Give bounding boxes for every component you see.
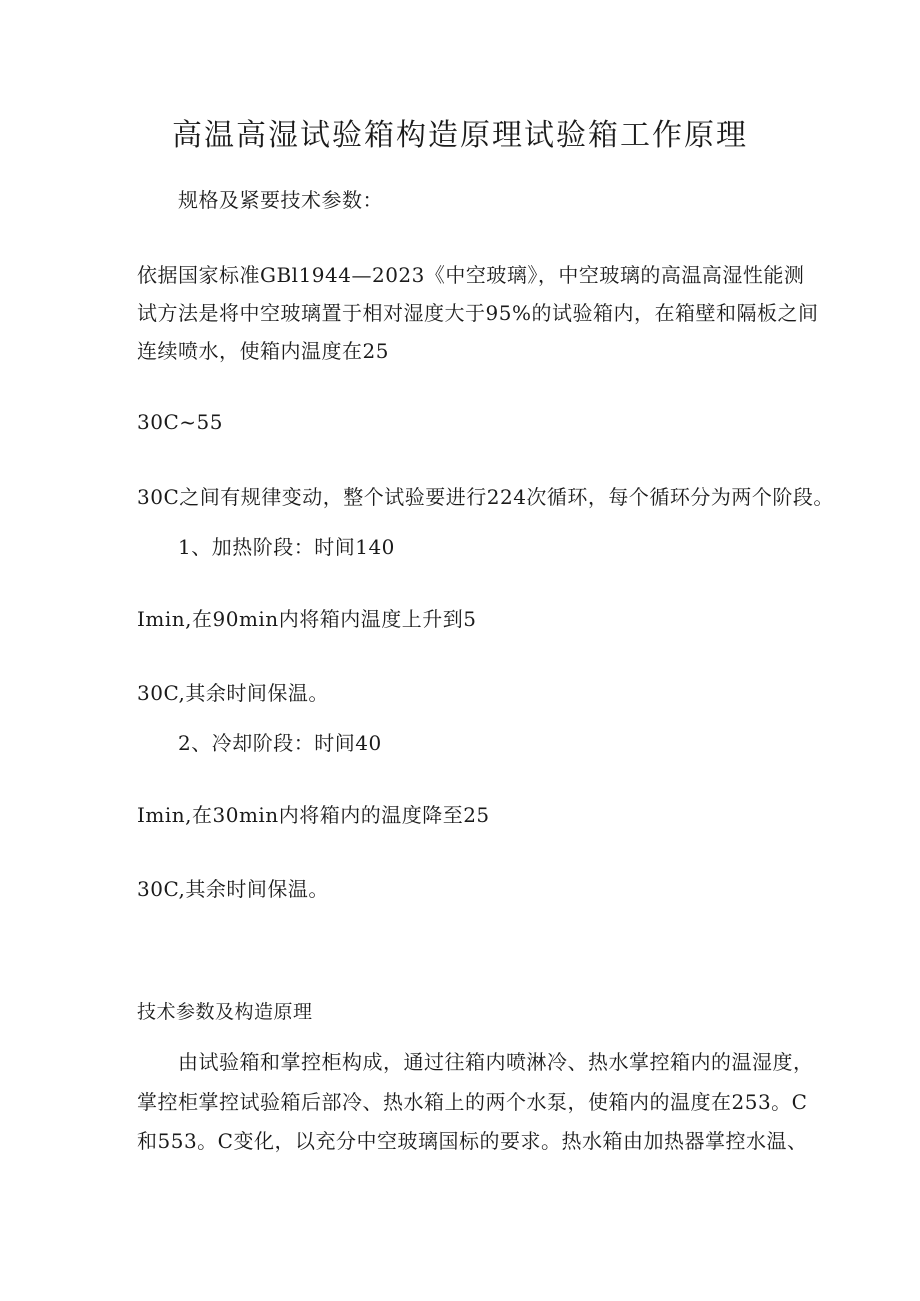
cooling-stage-line: 2、冷却阶段：时间40	[178, 731, 382, 755]
paragraph-line: 依据国家标准GBl1944—2023《中空玻璃》，中空玻璃的高温高湿性能测	[137, 263, 805, 287]
paragraph-line: 由试验箱和掌控柜构成，通过往箱内喷淋冷、热水掌控箱内的温湿度，	[178, 1050, 814, 1074]
paragraph-line: 30C~55	[137, 410, 223, 434]
paragraph-line: Imin,在30min内将箱内的温度降至25	[137, 803, 490, 827]
section-heading-tech: 技术参数及构造原理	[137, 1001, 313, 1023]
paragraph-line: 30C之间有规律变动，整个试验要进行224次循环，每个循环分为两个阶段。	[137, 485, 834, 509]
paragraph-line: 掌控柜掌控试验箱后部冷、热水箱上的两个水泵，使箱内的温度在253。C	[137, 1090, 808, 1114]
paragraph-line: 试方法是将中空玻璃置于相对湿度大于95%的试验箱内，在箱壁和隔板之间	[137, 301, 819, 325]
document-title: 高温高湿试验箱构造原理试验箱工作原理	[172, 118, 748, 153]
paragraph-line: 30C,其余时间保温。	[137, 681, 329, 705]
paragraph-line: 连续喷水，使箱内温度在25	[137, 339, 389, 363]
section-heading-specs: 规格及紧要技术参数：	[178, 188, 383, 212]
paragraph-line: 和553。C变化，以充分中空玻璃国标的要求。热水箱由加热器掌控水温、	[137, 1129, 808, 1153]
paragraph-line: 30C,其余时间保温。	[137, 877, 329, 901]
heating-stage-line: 1、加热阶段：时间140	[178, 535, 395, 559]
paragraph-line: Imin,在90min内将箱内温度上升到5	[137, 607, 477, 631]
